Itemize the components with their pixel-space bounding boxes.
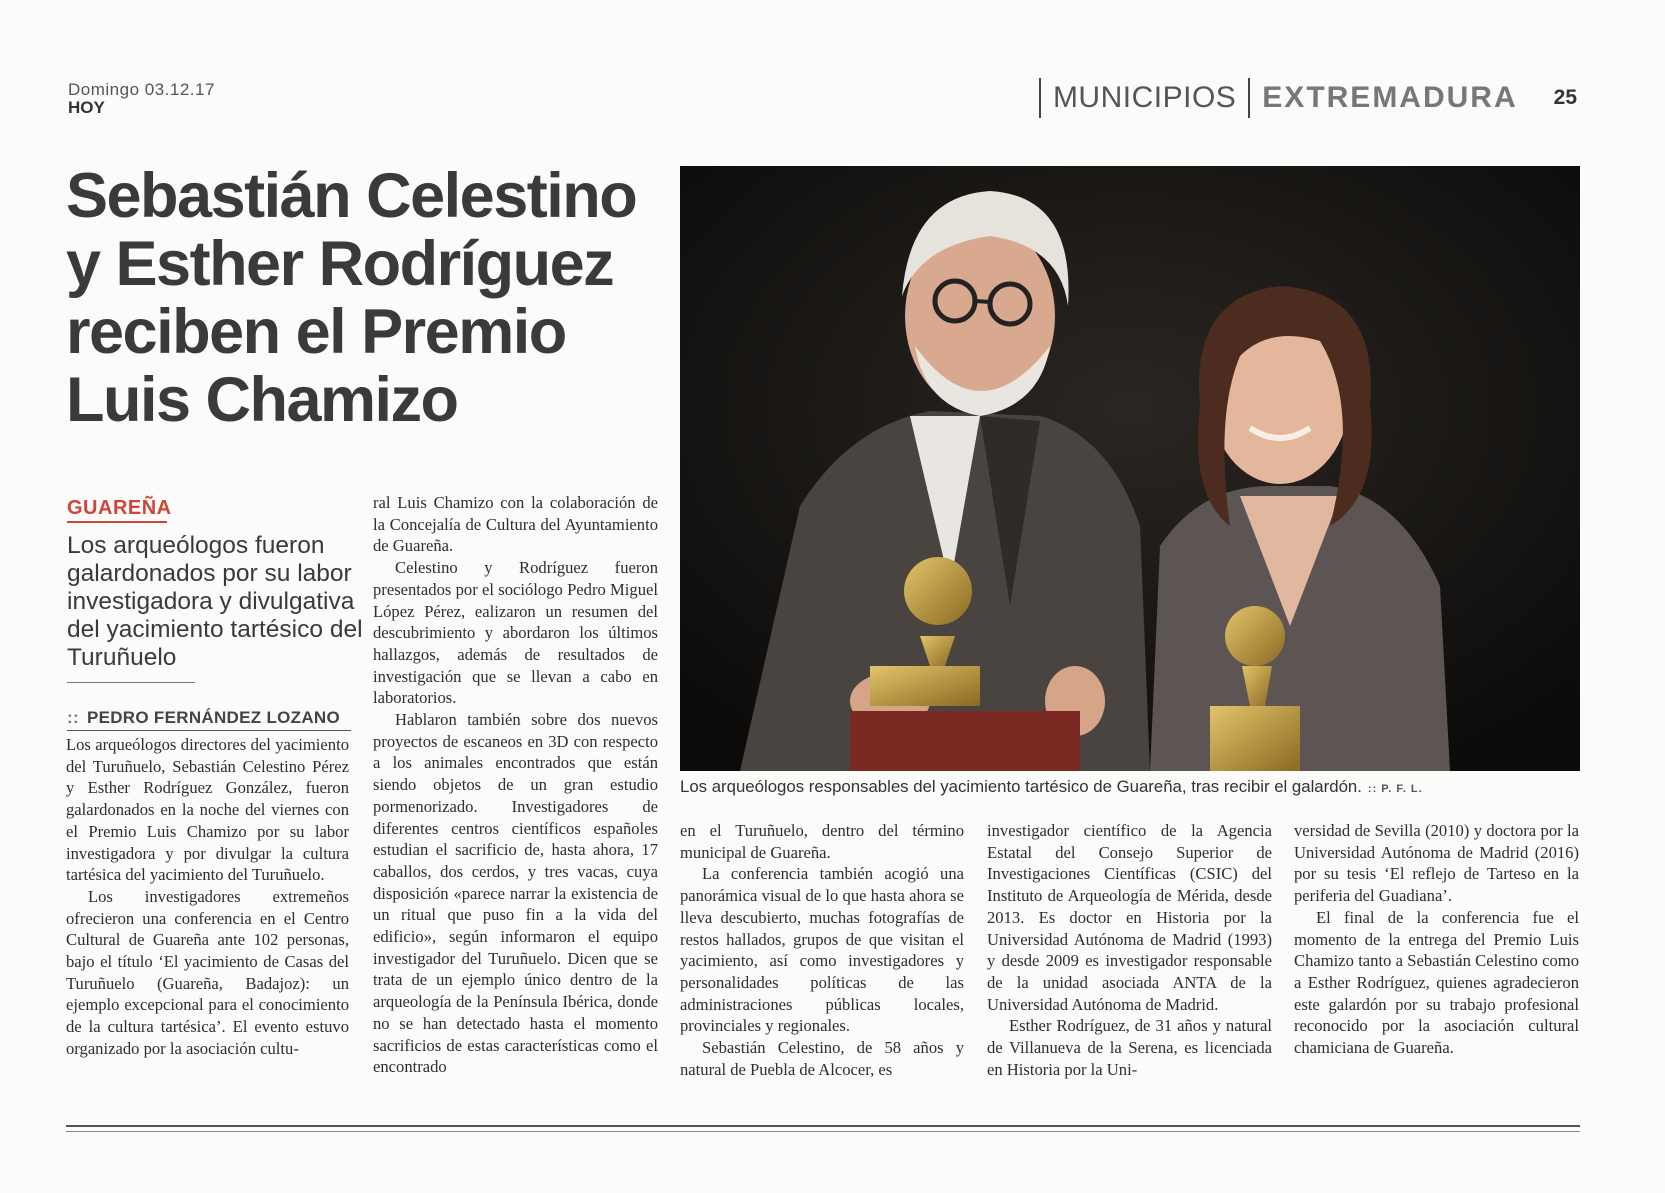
paragraph: versidad de Sevilla (2010) y doctora por la Universidad Autónoma de Madrid (2016) por su tesis ‘El reflejo de Tarteso en la periferia del Guadiana’. [1294,821,1579,906]
article-column-5 [1294,820,1579,1059]
paragraph: El final de la conferencia fue el momento de la entrega del Premio Luis Chamizo tanto a Sebastián Celestino como a Esther Rodríguez, quienes agradecieron este galardón por su trabajo profesional reconocido por la asociación cultural chamiciana de Guareña. [1294,907,1579,1058]
page-number: 25 [1553,86,1577,109]
kicker-location: GUAREÑA [67,497,172,519]
paragraph: Celestino y Rodríguez fueron presentados por el sociólogo Pedro Miguel López Pérez, ealizaron un resumen del descubrimiento y abordaron los últimos hallazgos, además de resultados de investigación que se llevan a cabo en laboratorios. [373,558,658,708]
byline-marker: :: [67,708,79,727]
publication-name: HOY [68,98,105,117]
divider [67,682,195,683]
paragraph: en el Turuñuelo, dentro del término municipal de Guareña. [680,821,964,862]
award-photo [680,166,1580,771]
divider [67,730,351,731]
photo-illustration [680,166,1580,771]
article-column-1 [66,734,349,1060]
paragraph: La conferencia también acogió una panorámica visual de lo que hasta ahora se lleva descubierto, muchas fotografías de restos hallados, grupos de que visitan el yacimiento, así como investigadores y personalidades políticas de las administraciones públicas locales, provinciales y regionales. [680,864,964,1036]
region-label: EXTREMADURA [1262,81,1518,114]
section-header [1027,78,1577,118]
paragraph: Esther Rodríguez, de 31 años y natural de Villanueva de la Serena, es licenciada en Historia por la Uni- [987,1016,1272,1079]
kicker-underline [67,521,167,523]
page-bottom-rule [66,1125,1580,1127]
headline-line: reciben el Premio [66,297,566,367]
headline-line: y Esther Rodríguez [66,229,614,299]
section-label: MUNICIPIOS [1052,81,1237,114]
paragraph: Hablaron también sobre dos nuevos proyectos de escaneos en 3D con respecto a los animales encontrados que están siendo objetos de un gran estudio pormenorizado. Investigadores de diferentes centros científicos españoles estudian el sacrificio de, hasta ahora, 17 caballos, dos cerdos, y tres vacas, cuya disposición «parece narrar la existencia de un ritual que puso fin a la vida del edificio», según informaron el equipo investigador del Turuñuelo. Dicen que se trata de un ejemplo único dentro de la arqueología de la Península Ibérica, donde no se han detectado hasta el momento sacrificios de estas características como el encontrado [373,710,658,1077]
divider [1248,78,1250,118]
headline-line: Luis Chamizo [66,365,458,435]
photo-caption [680,777,1585,797]
byline [67,708,340,728]
headline [66,162,666,434]
paragraph: ral Luis Chamizo con la colaboración de la Concejalía de Cultura del Ayuntamiento de Guareña. [373,493,658,556]
photo-credit: :: P. F. L. [1367,783,1423,795]
page-bottom-rule [66,1131,1580,1132]
author-name: PEDRO FERNÁNDEZ LOZANO [86,708,341,727]
headline-line: Sebastián Celestino [66,161,637,231]
divider [1039,78,1041,118]
article-column-4 [987,820,1272,1080]
paragraph: investigador científico de la Agencia Estatal del Consejo Superior de Investigaciones Científicas (CSIC) del Instituto de Arqueología de Mérida, desde 2013. Es doctor en Historia por la Universidad Autónoma de Madrid (1993) y desde 2009 es investigador responsable de la unidad asociada ANTA de la Universidad Autónoma de Madrid. [987,821,1272,1014]
article-column-3 [680,820,964,1080]
paragraph: Los investigadores extremeños ofrecieron una conferencia en el Centro Cultural de Guareña ante 102 personas, bajo el título ‘El yacimiento de Casas del Turuñuelo (Guareña, Badajoz): un ejemplo excepcional para el conocimiento de la cultura tartésica’. El evento estuvo organizado por la asociación cultu- [66,886,349,1058]
paragraph: Sebastián Celestino, de 58 años y natural de Puebla de Alcocer, es [680,1038,964,1079]
paragraph: Los arqueólogos directores del yacimiento del Turuñuelo, Sebastián Celestino Pérez y Esther Rodríguez González, fueron galardonados en la noche del viernes con el Premio Luis Chamizo por su labor investigadora y por divulgar la cultura tartésica del yacimiento del Turuñuelo. [66,735,349,885]
deck: Los arqueólogos fueron galardonados por su labor investigadora y divulgativa del yacimiento tartésico del Turuñuelo [67,532,363,671]
article-column-2 [373,492,658,1078]
issue-date: Domingo 03.12.17 [68,80,215,99]
caption-text: Los arqueólogos responsables del yacimiento tartésico de Guareña, tras recibir el galardón. [680,777,1362,796]
